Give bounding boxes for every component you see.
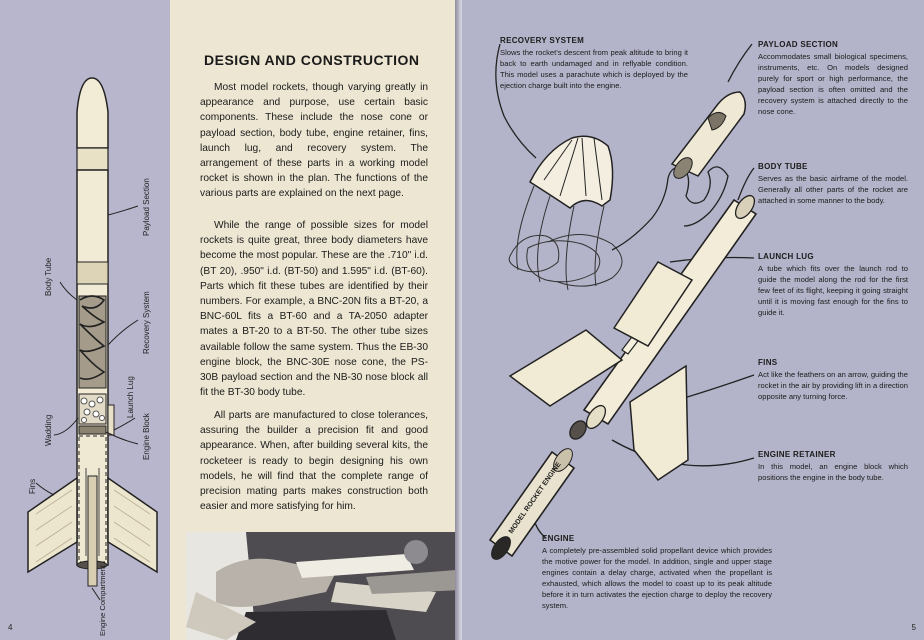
payload-section	[670, 92, 745, 182]
fin-lower-drawing	[630, 366, 688, 480]
callout-launch-lug-text: A tube which fits over the launch rod to guide the model along the rod for the first few feet of its flight, keeping it going straight until it is moving fast enough for the fins to guide it.	[758, 264, 908, 317]
fin-right	[108, 478, 157, 572]
label-wadding: Wadding	[44, 414, 53, 446]
page-number-left: 4	[8, 623, 13, 632]
label-launch-lug: Launch Lug	[126, 376, 135, 418]
callout-engine	[542, 534, 772, 611]
launch-lug	[108, 405, 114, 435]
callout-fins-title: FINS	[758, 358, 778, 367]
right-page	[462, 0, 924, 640]
nose-cone	[77, 78, 108, 148]
callout-body-tube	[758, 162, 908, 206]
paragraph-1: Most model rockets, though varying greatly in appearance and purpose, use certain basic components. These include the nose cone or payload section, body tube, engine retainer, fins, launch lug, and recovery system. The arrangement of these parts in a working model rocket is shown in the plan. The functions of the various parts are explained on the next page.	[200, 82, 428, 200]
callout-fins	[758, 358, 908, 402]
callout-engine-retainer	[758, 450, 908, 483]
engine-block-drawing	[567, 418, 590, 442]
paragraph-3: All parts are manufactured to close tolerances, assuring the builder a precision fit and good appearance. When, after building several kits, the rocketeer is ready to begin designing his own models, he will find that the complete range of precision mating parts makes construction both easier and more satisfying for him.	[200, 410, 428, 513]
label-recovery-system: Recovery System	[142, 291, 151, 354]
callout-body-tube-title: BODY TUBE	[758, 162, 808, 171]
engine-block	[79, 426, 106, 434]
workshop-photo	[186, 532, 462, 640]
engine-casing-label: MODEL ROCKET ENGINE	[507, 461, 563, 536]
wadding	[79, 394, 106, 424]
leader-payload	[728, 44, 752, 82]
nose-band	[77, 148, 108, 170]
callout-payload-section-title: PAYLOAD SECTION	[758, 40, 839, 49]
callout-engine-text: A completely pre-assembled solid propellant device which provides the motive power for the model. In addition, single and upper stage engines contain a delay charge, activated when the propellant is exhausted, which allows the model to coast up to its peak altitude before it in turn activates the ejection charge to deploy the recovery system.	[542, 546, 772, 610]
callout-recovery-system-title: RECOVERY SYSTEM	[500, 36, 585, 45]
coupler	[77, 262, 108, 284]
center-fin	[88, 476, 97, 586]
label-fins: Fins	[28, 478, 37, 494]
label-engine-block: Engine Block	[142, 413, 151, 460]
callout-recovery-system	[500, 36, 688, 91]
page-number-right: 5	[911, 623, 916, 632]
label-engine-compartment: Engine Compartment	[98, 565, 107, 636]
recovery-bundle	[79, 296, 106, 388]
callout-launch-lug	[758, 252, 908, 318]
callout-payload-section	[758, 40, 908, 117]
label-body-tube: Body Tube	[44, 257, 53, 296]
callout-body-tube-text: Serves as the basic airframe of the model. Generally all other parts of the rocket are attached in some manner to the body.	[758, 174, 908, 205]
page-title: DESIGN AND CONSTRUCTION	[204, 52, 420, 68]
callout-launch-lug-title: LAUNCH LUG	[758, 252, 814, 261]
paragraph-2: While the range of possible sizes for model rockets is quite great, three body diameters have become the most popular. These are the .710" i.d. (BT 20), .950" i.d. (BT-50) and 1.595" i.d. (BT-60). Parts which fit these tubes are identified by their numbers. For example, a BNC-20N fits a BT-20, a BNC-60L fits a BT-60 and a TA-2050 adapter mates a BT-20 to a BT-50. The other tube sizes available follow the same system. Thus the EB-30 engine block, the BNC-30E nose cone, the PS-30B payload section and the NB-30 nose block all fit the BT-30 body tube.	[200, 220, 428, 399]
callout-recovery-system-text: Slows the rocket's descent from peak altitude to bring it back to earth undamaged and in reflyable condition. This model uses a parachute which is deployed by the ejection charge built into the engine.	[500, 48, 688, 90]
label-payload-section: Payload Section	[142, 178, 151, 236]
callout-engine-retainer-title: ENGINE RETAINER	[758, 450, 836, 459]
callout-fins-text: Act like the feathers on an arrow, guiding the rocket in the air by providing lift in a direction opposite any turning force.	[758, 370, 908, 401]
callout-engine-title: ENGINE	[542, 534, 575, 543]
callout-engine-retainer-text: In this model, an engine block which positions the engine in the body tube.	[758, 462, 908, 482]
leader-fins	[684, 375, 754, 398]
callout-payload-section-text: Accommodates small biological specimens, instruments, etc. On models designed purely for sport or high performance, the payload section is often omitted and the recovery system is attached directly to the nose cone.	[758, 52, 908, 116]
parachute	[509, 136, 622, 290]
